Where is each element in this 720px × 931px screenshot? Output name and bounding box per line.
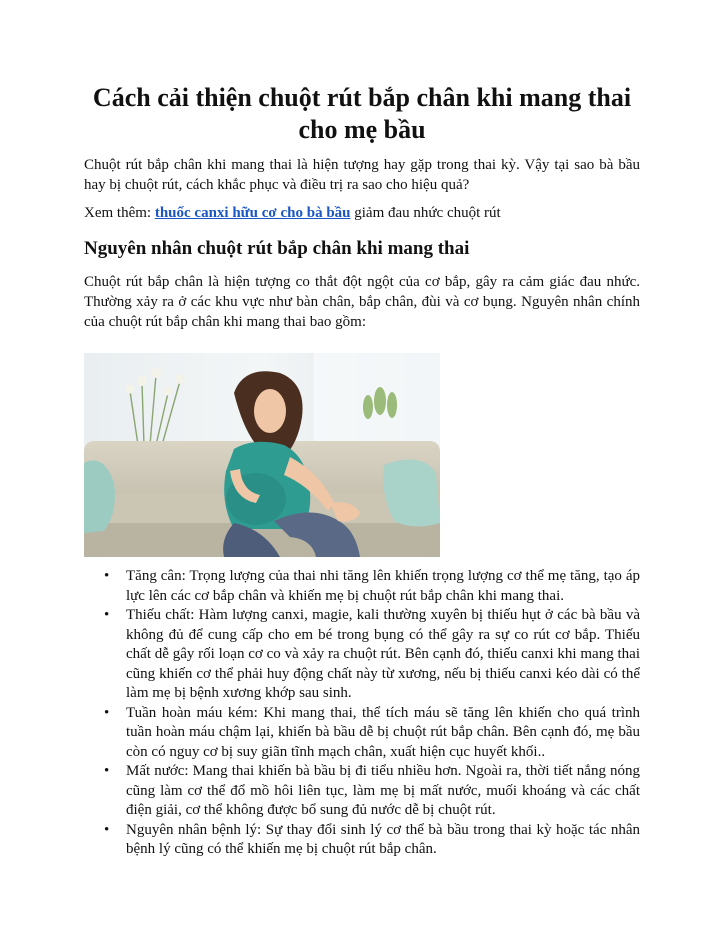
see-more-paragraph [84, 203, 640, 223]
list-item-pathological-causes: • Nguyên nhân bệnh lý: Sự thay đổi sinh lý cơ thể bà bầu trong thai kỳ hoặc tác nhân bệnh lý cũng có thể khiến mẹ bị chuột rút bắp chân. [84, 821, 640, 860]
list-item-nutrient-deficiency: • Thiếu chất: Hàm lượng canxi, magie, kali thường xuyên bị thiếu hụt ở các bà bầu và không đủ để cung cấp cho em bé trong bụng có thể gây ra sự co rút cơ bắp. Thiếu chất dễ gây rối loạn cơ co và xảy ra chuột rút. Bên cạnh đó, thiếu canxi khi mang thai cũng khiến cơ thể phải huy động chất này từ xương, nếu bị thiếu canxi kéo dài có thể làm mẹ bị bệnh xương khớp sau sinh. [84, 606, 640, 704]
calcium-product-link[interactable]: thuốc canxi hữu cơ cho bà bầu [154, 205, 351, 221]
see-more-prefix: Xem thêm: [84, 205, 155, 221]
article-body [84, 82, 640, 860]
list-item-poor-circulation: • Tuần hoàn máu kém: Khi mang thai, thể tích máu sẽ tăng lên khiến cho quá trình tuần hoàn máu chậm lại, khiến bà bầu dễ bị chuột rút bắp chân. Bên cạnh đó, mẹ bầu còn có nguy cơ bị suy giãn tĩnh mạch chân, xuất hiện cục huyết khối.. [84, 704, 640, 763]
causes-list [84, 567, 640, 860]
page-title: Cách cải thiện chuột rút bắp chân khi mang thai cho mẹ bầu [92, 83, 632, 144]
pregnant-woman-illustration [84, 353, 440, 557]
list-item-weight-gain: • Tăng cân: Trọng lượng của thai nhi tăng lên khiến trọng lượng cơ thể mẹ tăng, tạo áp lực lên các cơ bắp chân và khiến mẹ bị chuột rút bắp chân khi mang thai. [84, 567, 640, 606]
section-heading: Nguyên nhân chuột rút bắp chân khi mang thai [84, 238, 470, 259]
section-intro-paragraph: Chuột rút bắp chân là hiện tượng co thắt đột ngột của cơ bắp, gây ra cảm giác đau nhức. Thường xảy ra ở các khu vực như bàn chân, bắp chân, đùi và cơ bụng. Nguyên nhân chính của chuột rút bắp chân khi mang thai bao gồm: [84, 274, 640, 330]
intro-paragraph: Chuột rút bắp chân khi mang thai là hiện tượng hay gặp trong thai kỳ. Vậy tại sao bà bầu hay bị chuột rút, cách khắc phục và điều trị ra sao cho hiệu quả? [84, 157, 640, 193]
pregnant-woman-photo [84, 353, 440, 557]
see-more-suffix: giảm đau nhức chuột rút [350, 205, 501, 221]
list-item-dehydration: • Mất nước: Mang thai khiến bà bầu bị đi tiểu nhiều hơn. Ngoài ra, thời tiết nắng nóng cũng làm cơ thể đổ mồ hôi liên tục, làm mẹ bị mất nước, muối khoáng và các chất điện giải, cơ thể không được bổ sung đủ nước dễ bị chuột rút. [84, 762, 640, 821]
